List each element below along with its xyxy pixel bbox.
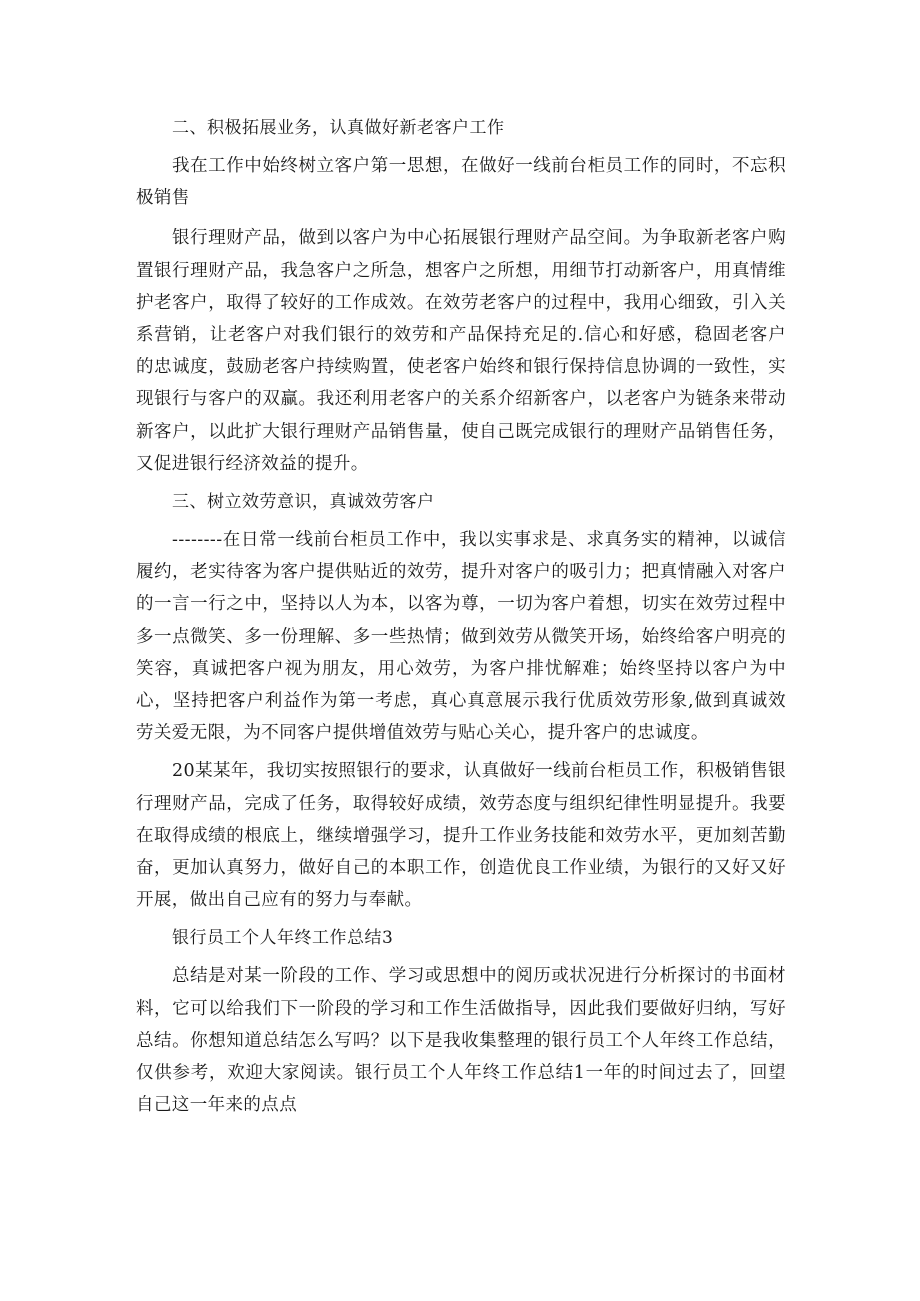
section-heading-3: 三、树立效劳意识，真诚效劳客户: [172, 492, 435, 513]
section-heading-2: 二、积极拓展业务，认真做好新老客户工作: [172, 118, 505, 138]
paragraph: --------在日常一线前台柜员工作中，我以实事求是、求真务实的精神，以诚信履约，老实待客为客户提供贴近的效劳，提升对客户的吸引力；把真情融入对客户的一言一行之中，坚持以人为本，以客为尊，一切为客户着想，切实在效劳过程中多一点微笑、多一份理解、多一些热情；做到效劳从微笑开场，始终给客户明亮的笑容，真诚把客户视为朋友，用心效劳，为客户排忧解难；始终坚持以客户为中心，坚持把客户利益作为第一考虑，真心真意展示我行优质效劳形象,做到真诚效劳关爱无限，为不同客户提供增值效劳与贴心关心，提升客户的忠诚度。: [136, 530, 786, 744]
paragraph: 总结是对某一阶段的工作、学习或思想中的阅历或状况进行分析探讨的书面材料，它可以给我们下一阶段的学习和工作生活做指导，因此我们要做好归纳，写好总结。你想知道总结怎么写吗？以下是我收集整理的银行员工个人年终工作总结，仅供参考，欢迎大家阅读。银行员工个人年终工作总结1一年的时间过去了，回望自己这一年来的点点: [136, 966, 786, 1116]
document-body: [136, 112, 786, 1121]
document-subtitle: 银行员工个人年终工作总结3: [172, 928, 394, 949]
paragraph: 我在工作中始终树立客户第一思想，在做好一线前台柜员工作的同时，不忘积极销售: [136, 156, 786, 209]
paragraph: 20某某年，我切实按照银行的要求，认真做好一线前台柜员工作，积极销售银行理财产品，完成了任务，取得较好成绩，效劳态度与组织纪律性明显提升。我要在取得成绩的根底上，继续增强学习，提升工作业务技能和效劳水平，更加刻苦勤奋，更加认真努力，做好自己的本职工作，创造优良工作业绩，为银行的又好又好开展，做出自己应有的努力与奉献。: [136, 761, 786, 911]
paragraph: 银行理财产品，做到以客户为中心拓展银行理财产品空间。为争取新老客户购置银行理财产品，我急客户之所急，想客户之所想，用细节打动新客户，用真情维护老客户，取得了较好的工作成效。在效劳老客户的过程中，我用心细致，引入关系营销，让老客户对我们银行的效劳和产品保持充足的.信心和好感，稳固老客户的忠诚度，鼓励老客户持续购置，使老客户始终和银行保持信息协调的一致性，实现银行与客户的双赢。我还利用老客户的关系介绍新客户，以老客户为链条来带动新客户，以此扩大银行理财产品销售量，使自己既完成银行的理财产品销售任务，又促进银行经济效益的提升。: [136, 228, 786, 474]
